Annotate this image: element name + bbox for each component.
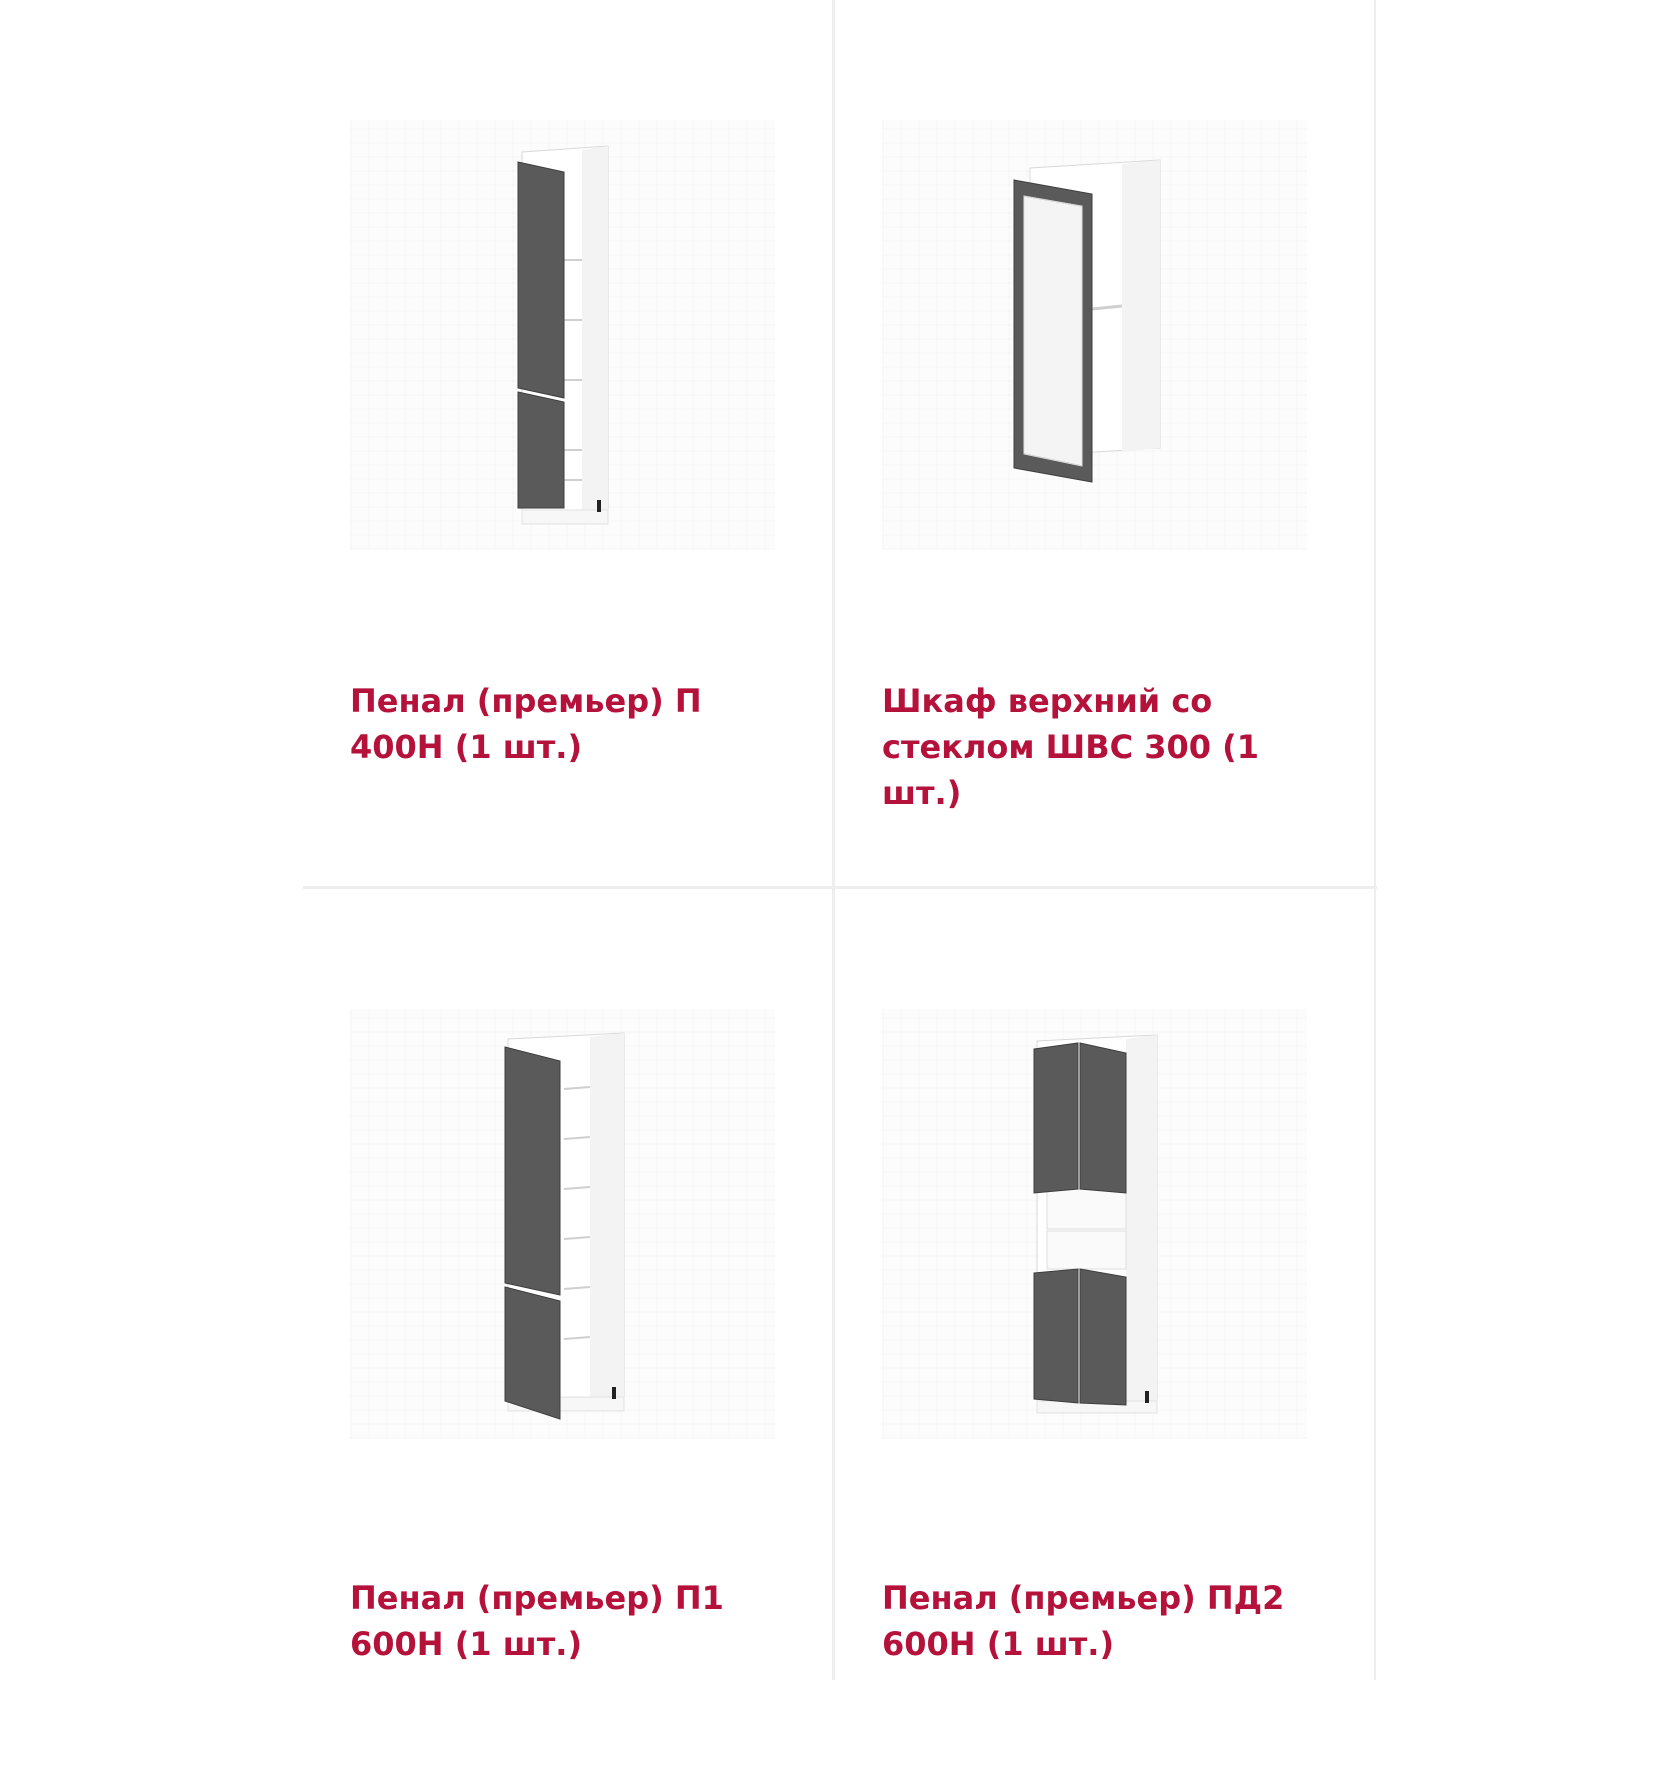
tall-cabinet-two-doors-narrow-icon [350, 120, 775, 550]
product-title[interactable]: Шкаф верхний со стеклом ШВС 300 (1 шт.) [882, 682, 1260, 812]
tall-cabinet-four-doors-open-niche-icon [882, 1009, 1307, 1439]
product-title[interactable]: Пенал (премьер) П 400Н (1 шт.) [350, 682, 702, 766]
wall-cabinet-glass-door-icon [882, 120, 1307, 550]
product-image[interactable] [350, 120, 775, 550]
product-grid [303, 0, 1377, 1680]
product-card[interactable] [835, 0, 1374, 886]
product-title[interactable]: Пенал (премьер) П1 600Н (1 шт.) [350, 1579, 724, 1663]
product-card[interactable] [835, 889, 1374, 1775]
product-image[interactable] [350, 1009, 775, 1439]
product-card[interactable] [303, 0, 832, 886]
product-title[interactable]: Пенал (премьер) ПД2 600Н (1 шт.) [882, 1579, 1285, 1663]
tall-cabinet-two-doors-wide-icon [350, 1009, 775, 1439]
product-image[interactable] [882, 120, 1307, 550]
grid-divider-right [1374, 0, 1376, 1680]
product-card[interactable] [303, 889, 832, 1775]
product-image[interactable] [882, 1009, 1307, 1439]
